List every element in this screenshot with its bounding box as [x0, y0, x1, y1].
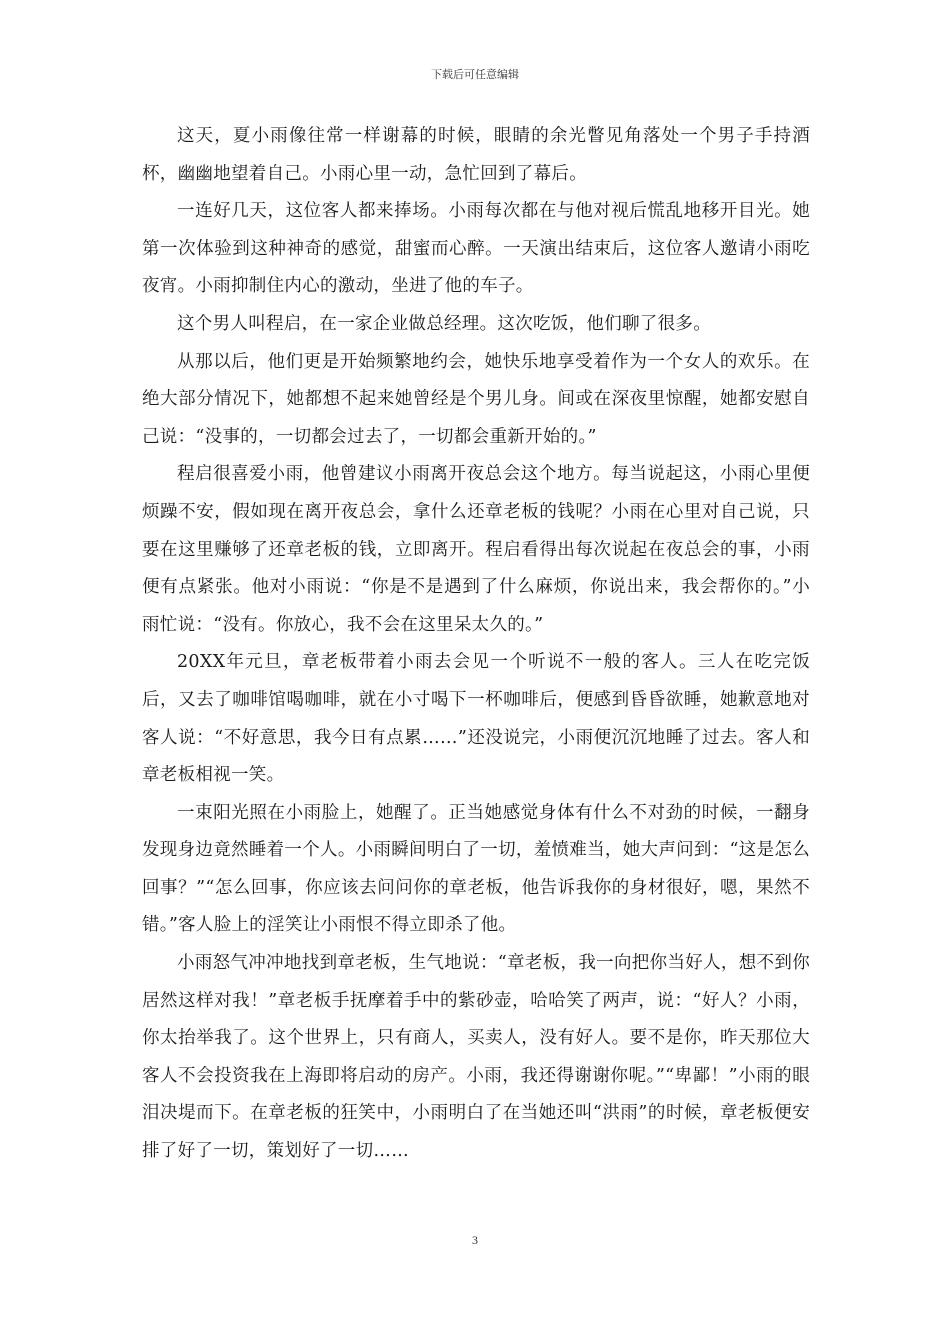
- paragraph: 这天，夏小雨像往常一样谢幕的时候，眼睛的余光瞥见角落处一个男子手持酒杯，幽幽地望着自己。小雨心里一动，急忙回到了幕后。: [142, 126, 810, 184]
- paragraph: 这个男人叫程启，在一家企业做总经理。这次吃饭，他们聊了很多。: [177, 313, 711, 334]
- document-body: [142, 118, 810, 1171]
- page-header: 下载后可任意编辑: [431, 68, 519, 81]
- page-number: 3: [472, 1233, 478, 1247]
- paragraph: 小雨怒气冲冲地找到章老板，生气地说：“章老板，我一向把你当好人，想不到你居然这样对我！”章老板手抚摩着手中的紫砂壶，哈哈笑了两声，说：“好人？小雨，你太抬举我了。这个世界上，只有商人，买卖人，没有好人。要不是你，昨天那位大客人不会投资我在上海即将启动的房产。小雨，我还得谢谢你呢。”“卑鄙！”小雨的眼泪决堤而下。在章老板的狂笑中，小雨明白了在当她还叫“洪雨”的时候，章老板便安排了好了一切，策划好了一切……: [142, 953, 810, 1162]
- paragraph: 一连好几天，这位客人都来捧场。小雨每次都在与他对视后慌乱地移开目光。她第一次体验到这种神奇的感觉，甜蜜而心醉。一天演出结束后，这位客人邀请小雨吃夜宵。小雨抑制住内心的激动，坐进了他的车子。: [142, 201, 810, 297]
- paragraph: 一束阳光照在小雨脸上，她醒了。正当她感觉身体有什么不对劲的时候，一翻身发现身边竟然睡着一个人。小雨瞬间明白了一切，羞愤难当，她大声问到：“这是怎么回事？”“怎么回事，你应该去问问你的章老板，他告诉我你的身材很好，嗯，果然不错。”客人脸上的淫笑让小雨恨不得立即杀了他。: [142, 802, 810, 936]
- paragraph: 20XX年元旦，章老板带着小雨去会见一个听说不一般的客人。三人在吃完饭后，又去了咖啡馆喝咖啡，就在小寸喝下一杯咖啡后，便感到昏昏欲睡，她歉意地对客人说：“不好意思，我今日有点累……”还没说完，小雨便沉沉地睡了过去。客人和章老板相视一笑。: [142, 652, 810, 786]
- paragraph: 从那以后，他们更是开始频繁地约会，她快乐地享受着作为一个女人的欢乐。在绝大部分情况下，她都想不起来她曾经是个男儿身。间或在深夜里惊醒，她都安慰自己说：“没事的，一切都会过去了，一切都会重新开始的。”: [142, 351, 810, 447]
- paragraph: 程启很喜爱小雨，他曾建议小雨离开夜总会这个地方。每当说起这，小雨心里便烦躁不安，假如现在离开夜总会，拿什么还章老板的钱呢？小雨在心里对自己说，只要在这里赚够了还章老板的钱，立即离开。程启看得出每次说起在夜总会的事，小雨便有点紧张。他对小雨说：“你是不是遇到了什么麻烦，你说出来，我会帮你的。”小雨忙说：“没有。你放心，我不会在这里呆太久的。”: [142, 464, 810, 635]
